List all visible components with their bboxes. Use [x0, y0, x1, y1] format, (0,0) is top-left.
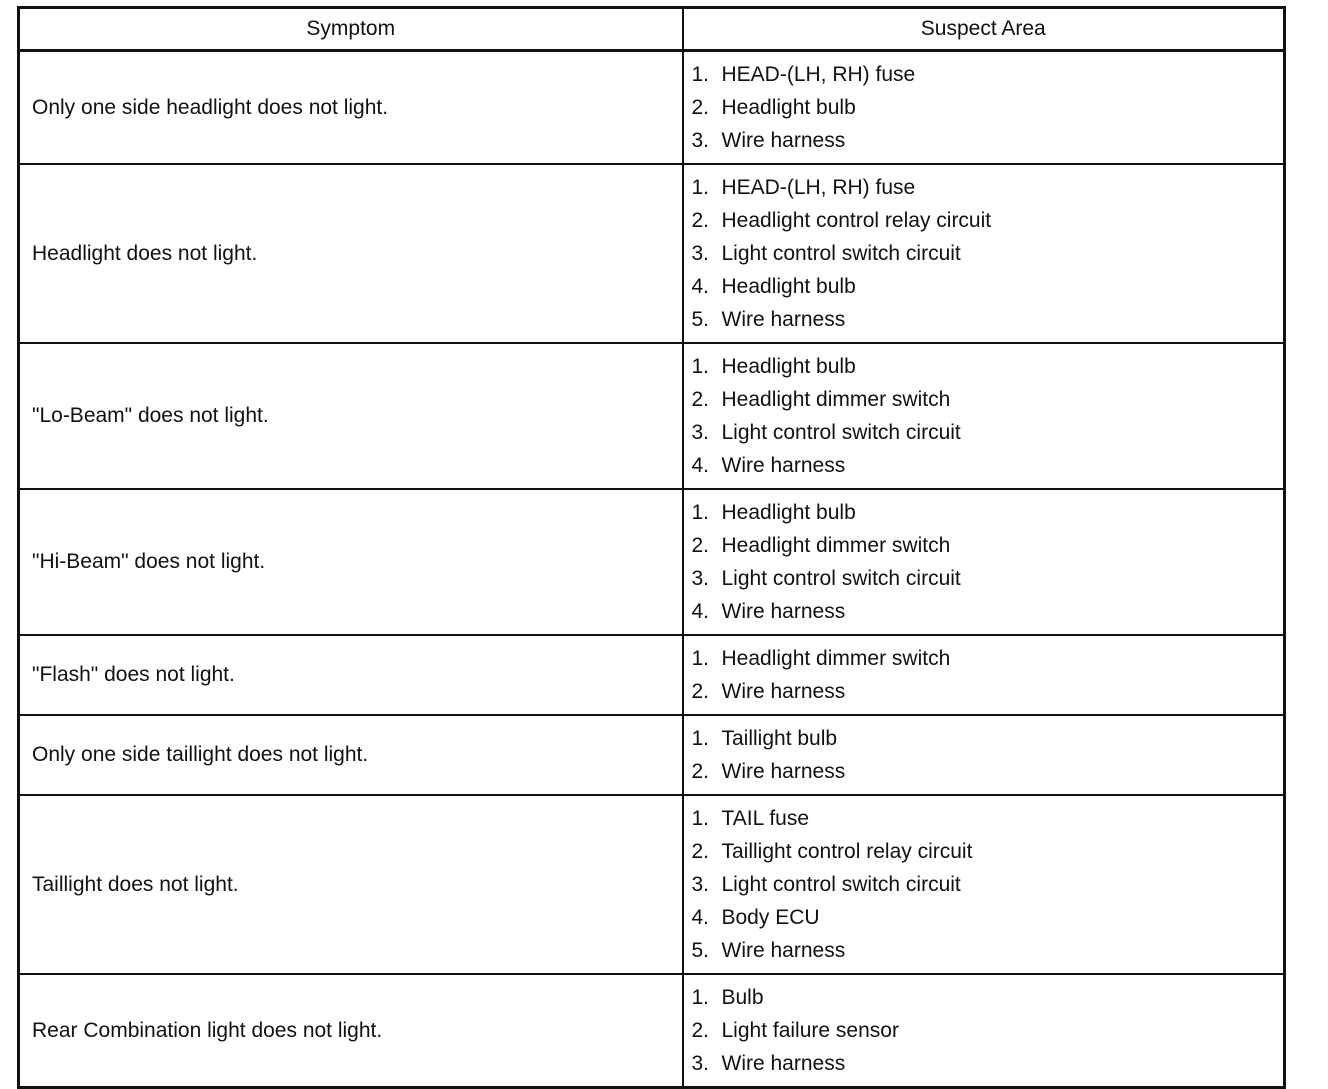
- suspect-item-label: Bulb: [721, 986, 764, 1009]
- suspect-item-number: 5.: [691, 308, 710, 331]
- suspect-item-number: 2.: [691, 680, 710, 703]
- suspect-item-number: 2.: [691, 209, 710, 232]
- suspect-area-cell: [683, 343, 1285, 489]
- troubleshooting-table: [17, 6, 1286, 1089]
- suspect-item: [692, 58, 1276, 91]
- table-row: [19, 51, 1285, 165]
- suspect-area-column-header: Suspect Area: [683, 8, 1285, 51]
- suspect-list: [692, 722, 1276, 788]
- suspect-list: [692, 981, 1276, 1080]
- suspect-item-label: Taillight bulb: [721, 727, 838, 750]
- suspect-item-number: 5.: [691, 939, 710, 962]
- suspect-list: [692, 642, 1276, 708]
- symptom-cell: Headlight does not light.: [19, 164, 683, 343]
- suspect-item: [692, 835, 1276, 868]
- suspect-area-cell: [683, 164, 1285, 343]
- suspect-item: [692, 562, 1276, 595]
- suspect-item-label: HEAD-(LH, RH) fuse: [721, 176, 916, 199]
- table-row: [19, 343, 1285, 489]
- suspect-item: [692, 1047, 1276, 1080]
- suspect-list: [692, 350, 1276, 482]
- suspect-item: [692, 868, 1276, 901]
- suspect-item-label: Wire harness: [721, 454, 846, 477]
- table-body: [19, 51, 1285, 1088]
- suspect-item: [692, 303, 1276, 336]
- suspect-item: [692, 449, 1276, 482]
- suspect-area-cell: [683, 51, 1285, 165]
- symptom-cell: "Flash" does not light.: [19, 635, 683, 715]
- suspect-item-number: 2.: [691, 760, 710, 783]
- suspect-item-label: Wire harness: [721, 600, 846, 623]
- suspect-item: [692, 270, 1276, 303]
- suspect-item-label: Wire harness: [721, 760, 846, 783]
- suspect-list: [692, 58, 1276, 157]
- table-row: [19, 974, 1285, 1088]
- symptom-cell: Only one side taillight does not light.: [19, 715, 683, 795]
- suspect-area-cell: [683, 715, 1285, 795]
- suspect-area-cell: [683, 795, 1285, 974]
- suspect-item: [692, 755, 1276, 788]
- suspect-item-label: HEAD-(LH, RH) fuse: [721, 63, 916, 86]
- suspect-item: [692, 496, 1276, 529]
- suspect-item: [692, 642, 1276, 675]
- table-row: [19, 715, 1285, 795]
- suspect-item-number: 1.: [691, 986, 710, 1009]
- suspect-item-number: 1.: [691, 63, 710, 86]
- suspect-item: [692, 901, 1276, 934]
- suspect-item-number: 1.: [691, 176, 710, 199]
- symptom-cell: Only one side headlight does not light.: [19, 51, 683, 165]
- suspect-item-number: 4.: [691, 600, 710, 623]
- suspect-item-number: 1.: [691, 727, 710, 750]
- suspect-item-number: 2.: [691, 534, 710, 557]
- suspect-item-label: Wire harness: [721, 680, 846, 703]
- suspect-item-number: 1.: [691, 647, 710, 670]
- suspect-item: [692, 171, 1276, 204]
- suspect-item-number: 3.: [691, 421, 710, 444]
- suspect-item: [692, 981, 1276, 1014]
- suspect-item-number: 4.: [691, 906, 710, 929]
- suspect-area-cell: [683, 489, 1285, 635]
- suspect-item-label: Wire harness: [721, 1052, 846, 1075]
- suspect-item-label: Wire harness: [721, 308, 846, 331]
- suspect-item-label: Headlight bulb: [721, 96, 856, 119]
- suspect-item: [692, 529, 1276, 562]
- table-row: [19, 164, 1285, 343]
- suspect-item-label: Headlight dimmer switch: [721, 647, 951, 670]
- suspect-item-label: TAIL fuse: [721, 807, 810, 830]
- suspect-item-label: Headlight control relay circuit: [721, 209, 992, 232]
- suspect-item: [692, 722, 1276, 755]
- suspect-item-label: Body ECU: [721, 906, 820, 929]
- suspect-list: [692, 171, 1276, 336]
- suspect-item: [692, 237, 1276, 270]
- table-header-row: [19, 8, 1285, 51]
- suspect-item-label: Light control switch circuit: [721, 242, 961, 265]
- suspect-item-label: Wire harness: [721, 129, 846, 152]
- suspect-item-label: Headlight bulb: [721, 355, 856, 378]
- suspect-item: [692, 416, 1276, 449]
- suspect-area-cell: [683, 974, 1285, 1088]
- symptom-cell: Rear Combination light does not light.: [19, 974, 683, 1088]
- table-row: [19, 489, 1285, 635]
- symptom-cell: Taillight does not light.: [19, 795, 683, 974]
- symptom-column-header: Symptom: [19, 8, 683, 51]
- suspect-item-label: Headlight dimmer switch: [721, 388, 951, 411]
- suspect-item-number: 2.: [691, 388, 710, 411]
- suspect-item-number: 3.: [691, 129, 710, 152]
- suspect-item-number: 3.: [691, 242, 710, 265]
- suspect-item-number: 4.: [691, 454, 710, 477]
- suspect-item-label: Light control switch circuit: [721, 567, 961, 590]
- suspect-item-number: 3.: [691, 1052, 710, 1075]
- suspect-item-label: Light failure sensor: [721, 1019, 899, 1042]
- suspect-item-number: 1.: [691, 355, 710, 378]
- suspect-item-number: 2.: [691, 840, 710, 863]
- suspect-item: [692, 595, 1276, 628]
- suspect-item: [692, 204, 1276, 237]
- suspect-item-number: 3.: [691, 873, 710, 896]
- suspect-item-number: 2.: [691, 1019, 710, 1042]
- suspect-item: [692, 802, 1276, 835]
- suspect-item-number: 1.: [691, 807, 710, 830]
- suspect-item: [692, 124, 1276, 157]
- table-row: [19, 795, 1285, 974]
- suspect-item-label: Light control switch circuit: [721, 421, 961, 444]
- suspect-item: [692, 350, 1276, 383]
- suspect-item-number: 2.: [691, 96, 710, 119]
- suspect-item-label: Headlight bulb: [721, 275, 856, 298]
- symptom-cell: "Hi-Beam" does not light.: [19, 489, 683, 635]
- suspect-item-label: Headlight dimmer switch: [721, 534, 951, 557]
- suspect-item: [692, 91, 1276, 124]
- suspect-item-label: Light control switch circuit: [721, 873, 961, 896]
- suspect-item-label: Wire harness: [721, 939, 846, 962]
- suspect-item: [692, 383, 1276, 416]
- suspect-item-number: 1.: [691, 501, 710, 524]
- suspect-item-label: Headlight bulb: [721, 501, 856, 524]
- symptom-cell: "Lo-Beam" does not light.: [19, 343, 683, 489]
- suspect-item: [692, 934, 1276, 967]
- suspect-item-label: Taillight control relay circuit: [721, 840, 973, 863]
- suspect-list: [692, 496, 1276, 628]
- suspect-item: [692, 675, 1276, 708]
- suspect-area-cell: [683, 635, 1285, 715]
- suspect-item-number: 4.: [691, 275, 710, 298]
- suspect-item: [692, 1014, 1276, 1047]
- table-row: [19, 635, 1285, 715]
- suspect-item-number: 3.: [691, 567, 710, 590]
- suspect-list: [692, 802, 1276, 967]
